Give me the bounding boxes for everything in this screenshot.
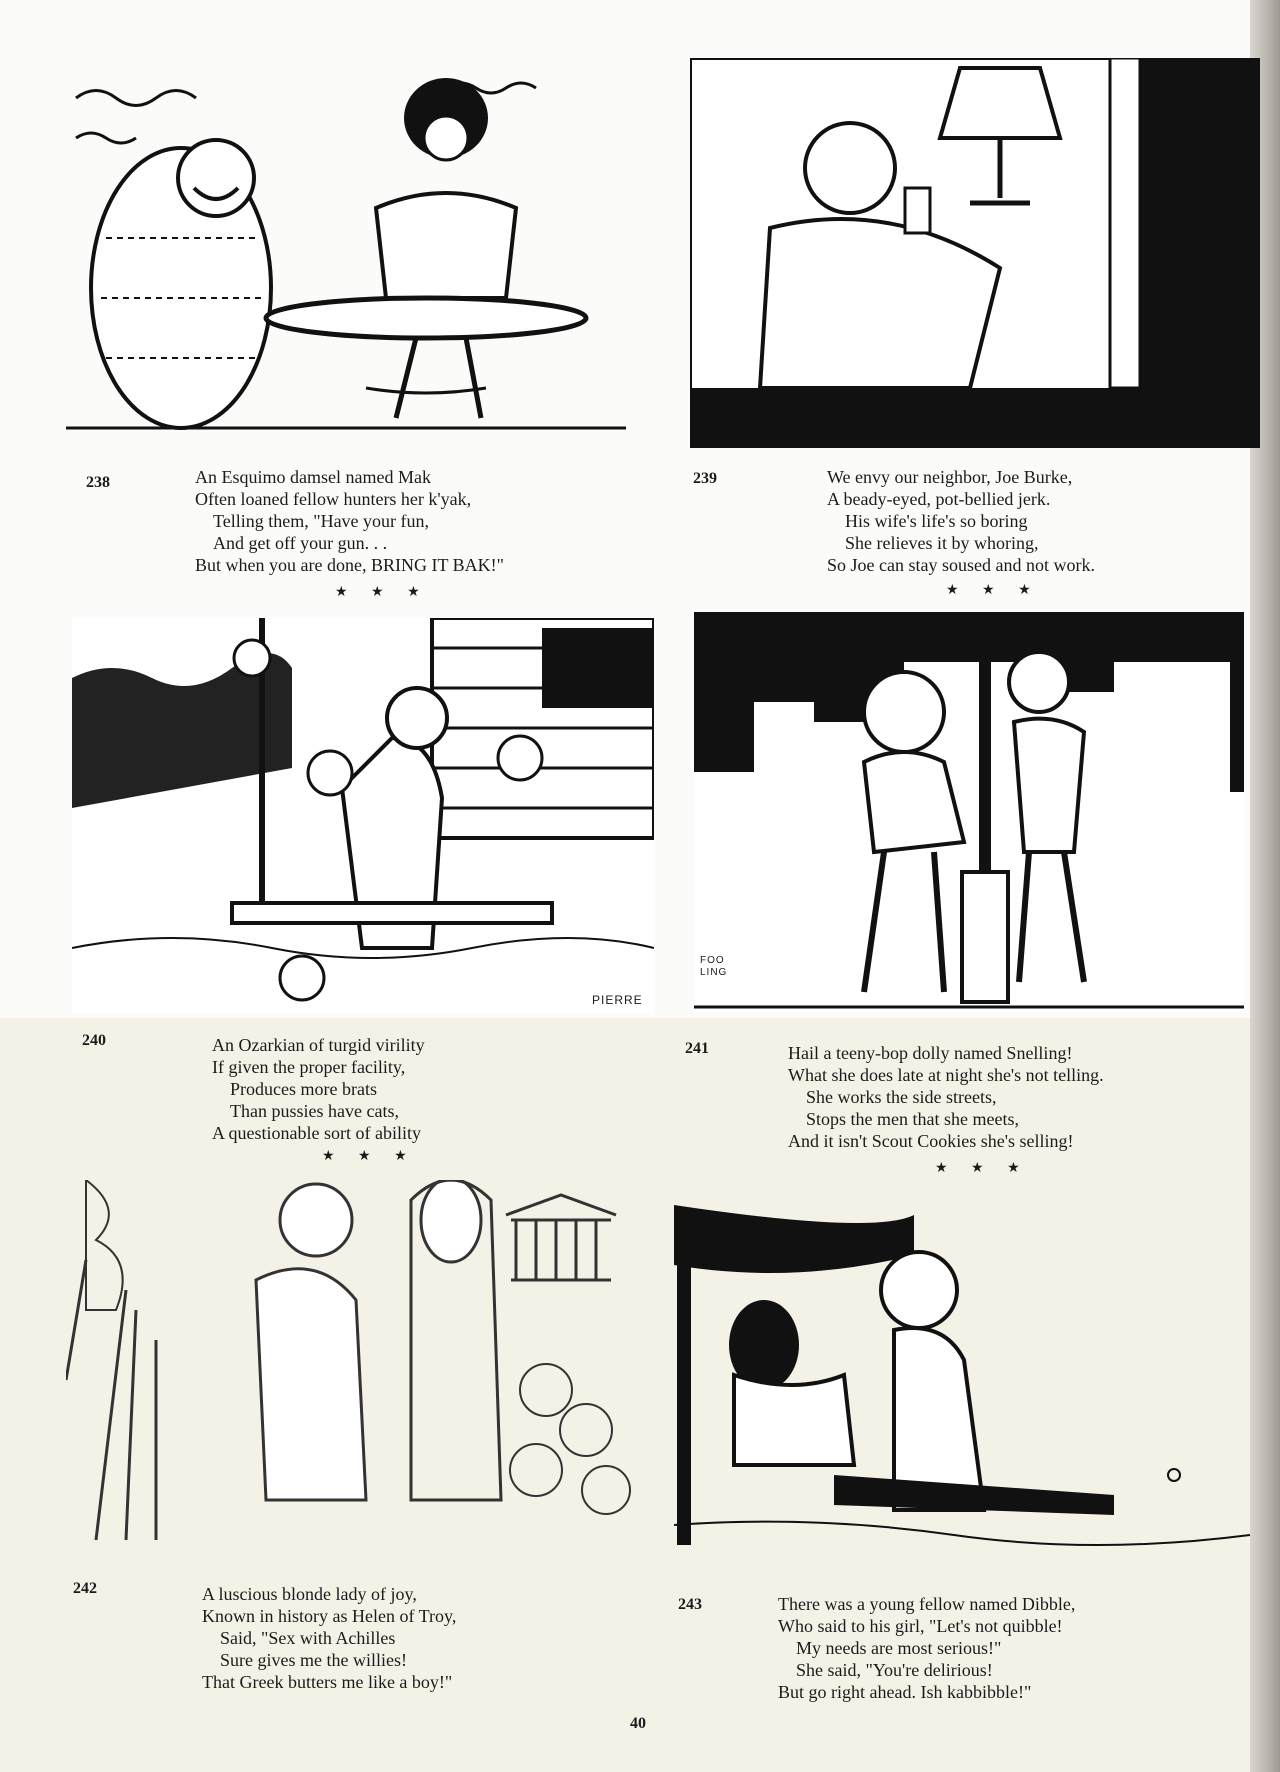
verse-line: Telling them, "Have your fun,: [213, 511, 430, 531]
verse-line: A luscious blonde lady of joy,: [202, 1584, 417, 1604]
separator-stars: ★ ★ ★: [935, 1161, 1030, 1176]
cartoon-240-illustration: [72, 618, 654, 1013]
verse-line: A questionable sort of ability: [212, 1123, 421, 1143]
verse-238: [195, 466, 504, 576]
cartoon-242-illustration: [66, 1180, 656, 1555]
cartoon-number-243: 243: [678, 1596, 702, 1613]
cartoon-panel-240: [72, 618, 654, 1013]
verse-line: And get off your gun. . .: [213, 533, 388, 553]
verse-line: Said, "Sex with Achilles: [220, 1628, 396, 1648]
artist-signature-240: PIERRE: [592, 993, 643, 1007]
cartoon-number-239: 239: [693, 470, 717, 487]
separator-stars: ★ ★ ★: [322, 1149, 417, 1164]
verse-line: An Esquimo damsel named Mak: [195, 467, 431, 487]
verse-243: [778, 1593, 1075, 1703]
verse-line: Than pussies have cats,: [230, 1101, 399, 1121]
cartoon-panel-243: [674, 1205, 1250, 1560]
cartoon-243-illustration: [674, 1205, 1250, 1560]
verse-line: Produces more brats: [230, 1079, 377, 1099]
verse-line: His wife's life's so boring: [845, 511, 1028, 531]
cartoon-number-240: 240: [82, 1032, 106, 1049]
cartoon-panel-241: [694, 612, 1244, 1012]
verse-242: [202, 1583, 456, 1693]
verse-line: But go right ahead. Ish kabbibble!": [778, 1682, 1032, 1702]
verse-line: There was a young fellow named Dibble,: [778, 1594, 1076, 1614]
verse-line: And it isn't Scout Cookies she's selling!: [788, 1131, 1074, 1151]
verse-line: She relieves it by whoring,: [845, 533, 1039, 553]
verse-line: Known in history as Helen of Troy,: [202, 1606, 457, 1626]
cartoon-238-illustration: [66, 58, 626, 448]
page-number: 40: [630, 1715, 646, 1732]
verse-line: We envy our neighbor, Joe Burke,: [827, 467, 1073, 487]
cartoon-239-illustration: [690, 58, 1260, 448]
verse-line: If given the proper facility,: [212, 1057, 406, 1077]
verse-line: My needs are most serious!": [796, 1638, 1002, 1658]
cartoon-number-242: 242: [73, 1580, 97, 1597]
cartoon-panel-238: [66, 58, 626, 448]
verse-line: An Ozarkian of turgid virility: [212, 1035, 425, 1055]
verse-241: [788, 1042, 1104, 1152]
verse-line: Hail a teeny-bop dolly named Snelling!: [788, 1043, 1073, 1063]
verse-line: Who said to his girl, "Let's not quibble!: [778, 1616, 1063, 1636]
verse-line: She said, "You're delirious!: [796, 1660, 993, 1680]
verse-239: [827, 466, 1095, 576]
verse-line: She works the side streets,: [806, 1087, 997, 1107]
verse-240: [212, 1034, 425, 1144]
verse-line: Sure gives me the willies!: [220, 1650, 407, 1670]
verse-line: So Joe can stay soused and not work.: [827, 555, 1095, 575]
separator-stars: ★ ★ ★: [946, 583, 1041, 598]
artist-signature-241: FOO LING: [700, 955, 728, 978]
verse-line: What she does late at night she's not telling.: [788, 1065, 1104, 1085]
verse-line: That Greek butters me like a boy!": [202, 1672, 453, 1692]
verse-line: Stops the men that she meets,: [806, 1109, 1019, 1129]
verse-line: A beady-eyed, pot-bellied jerk.: [827, 489, 1051, 509]
separator-stars: ★ ★ ★: [335, 585, 430, 600]
verse-line: Often loaned fellow hunters her k'yak,: [195, 489, 472, 509]
cartoon-panel-242: [66, 1180, 656, 1555]
cartoon-number-241: 241: [685, 1040, 709, 1057]
cartoon-241-illustration: [694, 612, 1244, 1012]
cartoon-number-238: 238: [86, 474, 110, 491]
verse-line: But when you are done, BRING IT BAK!": [195, 555, 504, 575]
cartoon-panel-239: [690, 58, 1260, 448]
